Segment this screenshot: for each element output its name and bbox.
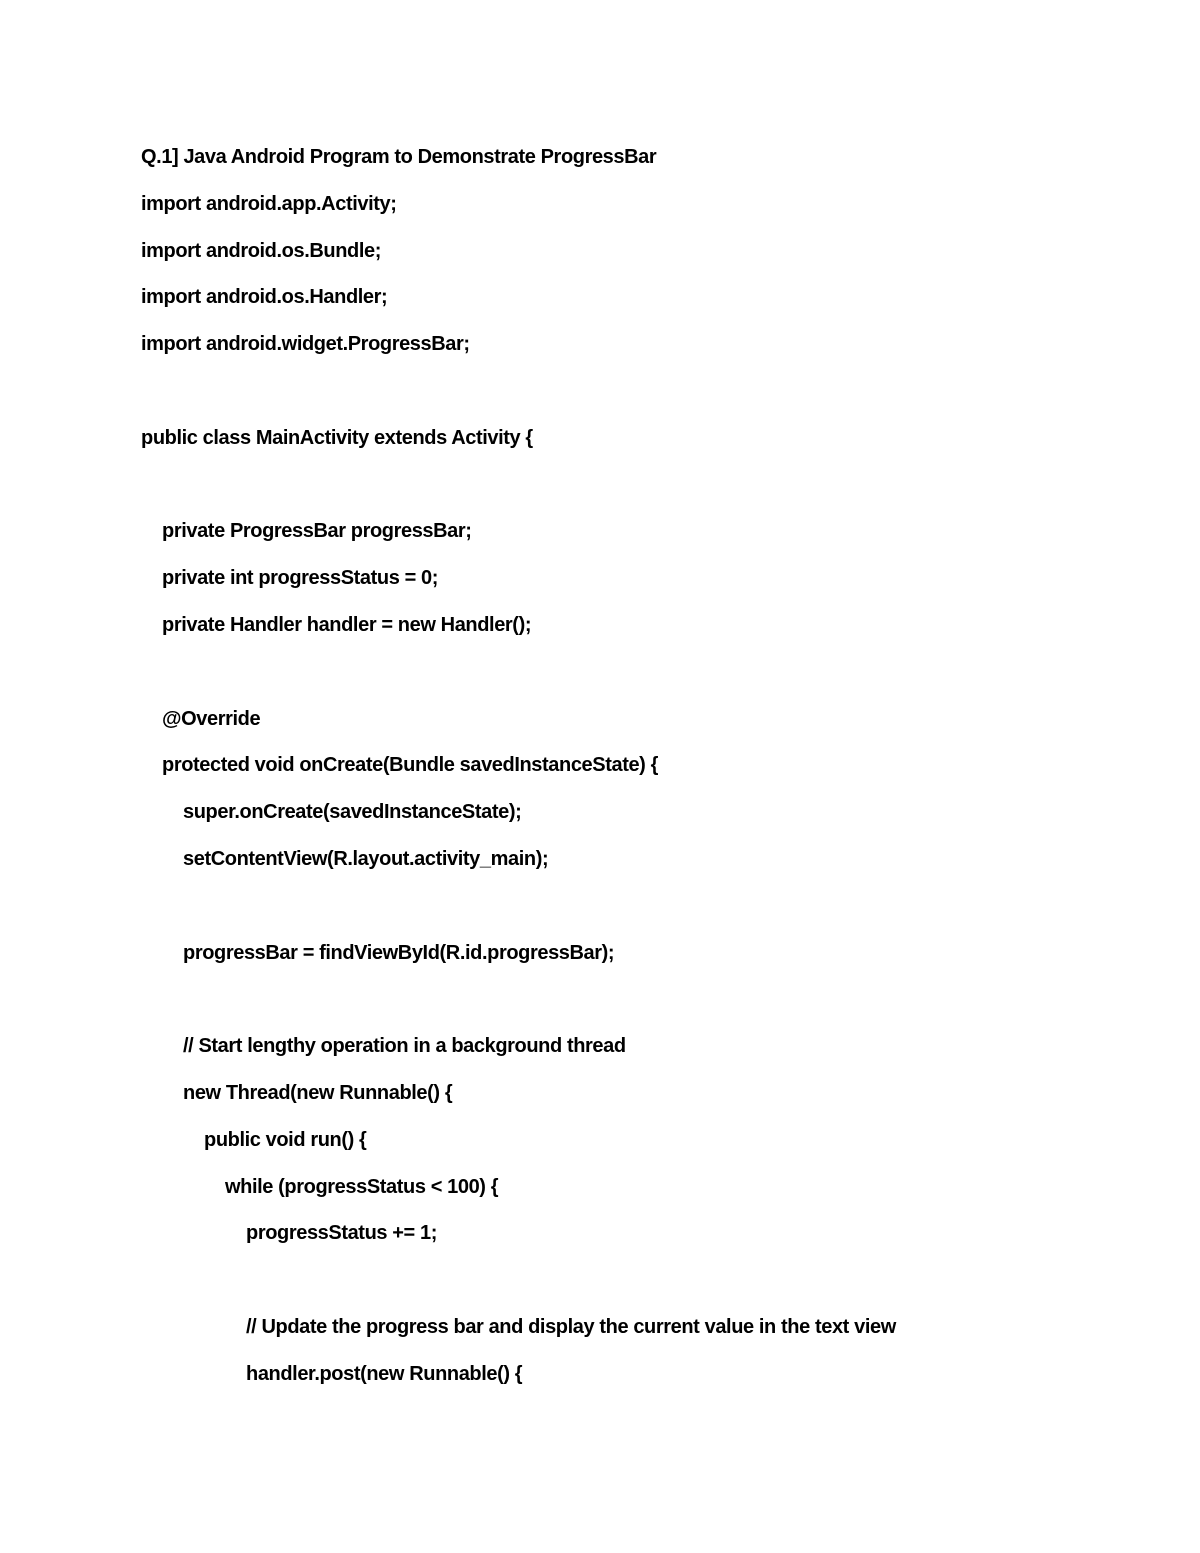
code-line: // Update the progress bar and display the current value in the text view [246, 1316, 896, 1338]
code-line: import android.os.Bundle; [141, 239, 381, 262]
code-line: private int progressStatus = 0; [162, 567, 439, 590]
code-line: import android.app.Activity; [141, 192, 397, 215]
code-line: progressStatus += 1; [246, 1222, 437, 1245]
code-line: handler.post(new Runnable() { [246, 1362, 523, 1385]
document-heading: Q.1] Java Android Program to Demonstrate ProgressBar [141, 146, 657, 168]
code-line: @Override [162, 707, 261, 730]
code-line: import android.widget.ProgressBar; [141, 333, 470, 356]
code-line: while (progressStatus < 100) { [225, 1175, 499, 1198]
code-line: setContentView(R.layout.activity_main); [183, 848, 549, 870]
code-line: // Start lengthy operation in a background thread [183, 1035, 626, 1058]
code-line: private ProgressBar progressBar; [162, 520, 472, 543]
code-line: new Thread(new Runnable() { [183, 1082, 453, 1104]
code-line: import android.os.Handler; [141, 286, 388, 309]
code-line: public void run() { [204, 1128, 367, 1151]
code-line: super.onCreate(savedInstanceState); [183, 801, 522, 824]
code-line: progressBar = findViewById(R.id.progressBar); [183, 941, 615, 964]
code-line: protected void onCreate(Bundle savedInstanceState) { [162, 754, 658, 777]
code-line: public class MainActivity extends Activity { [141, 426, 533, 449]
code-line: private Handler handler = new Handler(); [162, 614, 532, 636]
